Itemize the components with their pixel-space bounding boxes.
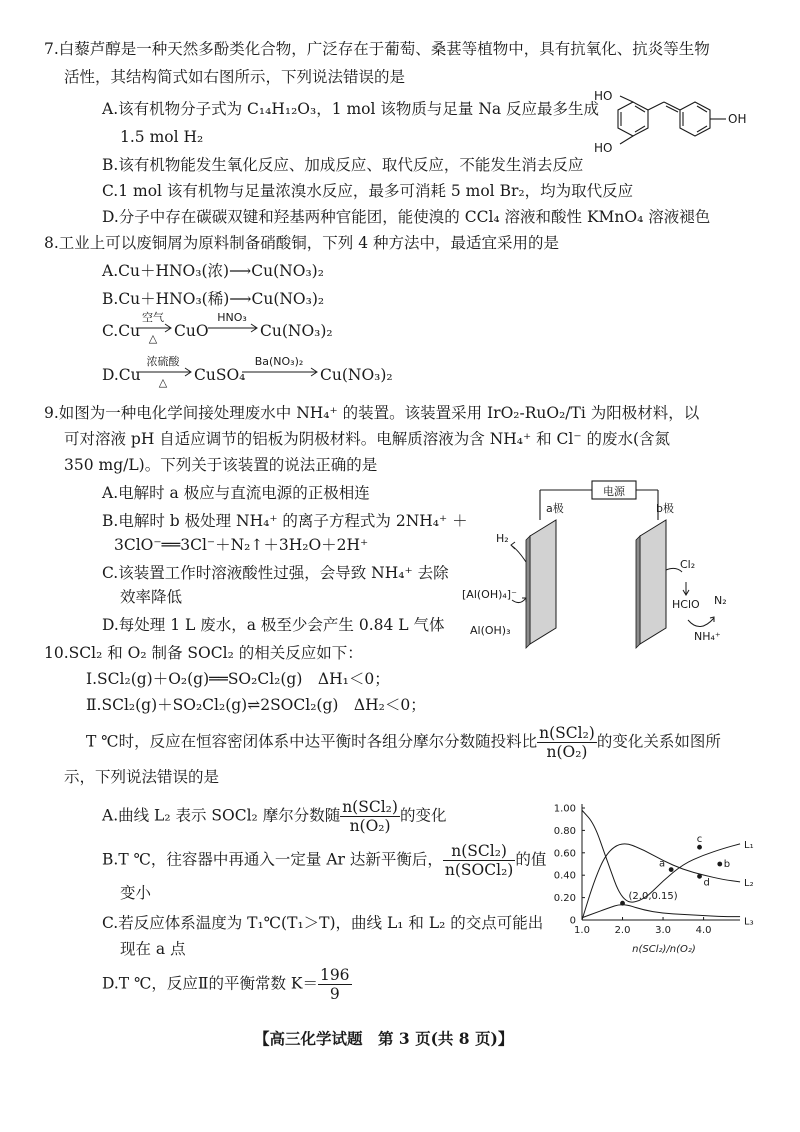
q8-c-cond2-top: HNO₃ <box>217 311 247 324</box>
q8-d-cond1-top: 浓硫酸 <box>146 355 180 368</box>
n2-label: N₂ <box>714 594 727 607</box>
point-label-d: d <box>703 877 710 889</box>
struct-label-ho-top: HO <box>594 89 613 103</box>
q8-option-c-arrow2 <box>206 306 260 346</box>
point-label-b: b <box>723 859 731 870</box>
series-label-2: L₂ <box>744 877 754 889</box>
q10-b-num: n(SCl₂) <box>443 842 515 861</box>
point-(2.0,0.15) <box>620 901 625 906</box>
q10-d-den: 9 <box>329 985 340 1003</box>
q10-option-a <box>102 798 446 835</box>
q10-reaction-2: Ⅱ.SCl₂(g)＋SO₂Cl₂(g)⇌2SOCl₂(g) ΔH₂＜0； <box>86 696 426 714</box>
q8-option-d-arrow2 <box>240 350 320 390</box>
y-tick-label: 0.60 <box>553 848 576 860</box>
q10-b-pre: B.T ℃，往容器中再通入一定量 Ar 达新平衡后， <box>102 850 443 869</box>
point-label-intersection: (2.0,0.15) <box>628 891 678 903</box>
q9-option-b-line1: B.电解时 b 极处理 NH₄⁺ 的离子方程式为 2NH₄⁺ ＋ <box>102 512 468 530</box>
q10-p1-num: n(SCl₂) <box>539 724 595 742</box>
q10-b-post: 的值 <box>515 850 547 869</box>
q8-d-cond2-top: Ba(NO₃)₂ <box>254 355 304 368</box>
q10-a-den: n(O₂) <box>349 817 391 835</box>
q10-p1-den: n(O₂) <box>546 743 588 761</box>
y-tick-label: 0.40 <box>553 870 576 882</box>
q10-b-den: n(SOCl₂) <box>444 861 514 879</box>
q10-d-pre: D.T ℃，反应Ⅱ的平衡常数 K＝ <box>102 974 318 993</box>
series-label-1: L₁ <box>744 839 754 851</box>
y-tick-label: 0.20 <box>553 893 576 905</box>
chart-points <box>620 834 730 905</box>
y-tick-label: 0 <box>569 915 576 927</box>
q9-stem-line1: 9.如图为一种电化学间接处理废水中 NH₄⁺ 的装置。该装置采用 IrO₂-RuO₂/Ti 为阳极材料，以 <box>44 404 700 422</box>
hclo-label: HClO <box>672 598 700 611</box>
q8-option-d-mid: CuSO₄ <box>194 366 246 384</box>
q8-option-a: A.Cu＋HNO₃(浓)⟶Cu(NO₃)₂ <box>102 262 324 280</box>
q10-option-c-line2: 现在 a 点 <box>120 940 186 958</box>
q10-option-b <box>102 842 546 879</box>
q8-c-cond1-top: 空气 <box>142 311 164 324</box>
q9-option-b-line2: 3ClO⁻══3Cl⁻＋N₂↑＋3H₂O＋2H⁺ <box>114 536 369 554</box>
point-label-c: c <box>696 834 703 846</box>
struct-label-ho-bottom: HO <box>594 141 613 155</box>
q10-stem: 10.SCl₂ 和 O₂ 制备 SOCl₂ 的相关反应如下： <box>44 644 363 662</box>
page-footer: 【高三化学试题 第 3 页(共 8 页)】 <box>254 1029 514 1048</box>
chart-ticks <box>554 804 712 937</box>
nh4-label: NH₄⁺ <box>694 630 721 643</box>
q8-option-c-end: Cu(NO₃)₂ <box>260 322 333 340</box>
point-label-a: a <box>659 858 666 870</box>
q10-p1-post: 的变化关系如图所 <box>596 732 721 751</box>
q10-reaction-1: Ⅰ.SCl₂(g)＋O₂(g)══SO₂Cl₂(g) ΔH₁＜0； <box>86 670 390 688</box>
q7-option-d: D.分子中存在碳碳双键和羟基两种官能团，能使溴的 CCl₄ 溶液和酸性 KMnO₄ 溶液褪色 <box>102 208 711 226</box>
resveratrol-structure <box>588 88 768 158</box>
point-d <box>697 874 702 879</box>
q7-option-c: C.1 mol 该有机物与足量浓溴水反应，最多可消耗 5 mol Br₂，均为取代反应 <box>102 182 634 200</box>
x-tick-label: 3.0 <box>655 925 672 936</box>
q8-c-cond1-bottom: △ <box>148 332 158 345</box>
q7-stem-line2: 活性，其结构简式如右图所示，下列说法错误的是 <box>64 68 406 86</box>
x-tick-label: 4.0 <box>695 925 712 936</box>
h2-label: H₂ <box>496 532 509 545</box>
q7-option-a-line1: A.该有机物分子式为 C₁₄H₁₂O₃，1 mol 该物质与足量 Na 反应最多生成 <box>102 100 600 118</box>
electrode-a-label: a极 <box>546 502 564 515</box>
q10-a-num: n(SCl₂) <box>342 798 398 816</box>
q9-stem-line3: 350 mg/L)。下列关于该装置的说法正确的是 <box>64 456 378 474</box>
point-c <box>697 845 702 850</box>
q10-p1-pre: T ℃时，反应在恒容密闭体系中达平衡时各组分摩尔分数随投料比 <box>86 732 538 751</box>
point-a <box>669 867 674 872</box>
x-tick-label: 1.0 <box>574 925 590 936</box>
q10-option-b-line2: 变小 <box>120 884 152 902</box>
series-line-3 <box>582 905 740 918</box>
electrode-b-label: b极 <box>656 502 674 515</box>
q8-option-d-arrow1 <box>134 350 194 390</box>
q8-option-c-start: C.Cu <box>102 322 141 340</box>
q10-paragraph-line2: 示，下列说法错误的是 <box>64 768 220 786</box>
cl2-label: Cl₂ <box>680 558 696 571</box>
point-b <box>717 862 722 867</box>
q10-b-fraction <box>443 842 515 879</box>
q10-a-post: 的变化 <box>399 806 447 825</box>
q9-stem-line2: 可对溶液 pH 自适应调节的铝板为阴极材料。电解质溶液为含 NH₄⁺ 和 Cl⁻ 的废水(含氮 <box>64 430 671 448</box>
q8-stem: 8.工业上可以废铜屑为原料制备硝酸铜，下列 4 种方法中，最适宜采用的是 <box>44 234 560 252</box>
q8-option-d-end: Cu(NO₃)₂ <box>320 366 393 384</box>
q8-option-b: B.Cu＋HNO₃(稀)⟶Cu(NO₃)₂ <box>102 290 325 308</box>
q9-option-d: D.每处理 1 L 废水，a 极至少会产生 0.84 L 气体 <box>102 616 445 634</box>
q7-option-b: B.该有机物能发生氧化反应、加成反应、取代反应，不能发生消去反应 <box>102 156 584 174</box>
aloh4-label: [Al(OH)₄]⁻ <box>462 588 517 601</box>
y-tick-label: 1.00 <box>553 803 576 815</box>
q10-paragraph-line1 <box>86 724 721 761</box>
q10-option-c-line1: C.若反应体系温度为 T₁℃(T₁＞T)，曲线 L₁ 和 L₂ 的交点可能出 <box>102 914 544 932</box>
q9-option-c-line2: 效率降低 <box>120 588 183 606</box>
aloh3-label: Al(OH)₃ <box>470 624 511 637</box>
q8-option-d-start: D.Cu <box>102 366 141 384</box>
q9-option-a: A.电解时 a 极应与直流电源的正极相连 <box>102 484 370 502</box>
q9-option-c-line1: C.该装置工作时溶液酸性过强，会导致 NH₄⁺ 去除 <box>102 564 449 582</box>
q10-option-d <box>102 966 352 1003</box>
power-source-label: 电源 <box>603 485 625 498</box>
q10-d-num: 196 <box>319 966 350 984</box>
q7-stem-line1: 7.白藜芦醇是一种天然多酚类化合物，广泛存在于葡萄、桑葚等植物中，具有抗氧化、抗炎等生物 <box>44 40 710 58</box>
mole-fraction-chart <box>546 796 754 956</box>
series-label-3: L₃ <box>744 916 754 928</box>
y-tick-label: 0.80 <box>553 825 576 837</box>
x-tick-label: 2.0 <box>614 925 631 936</box>
q8-option-c-mid: CuO <box>174 322 209 340</box>
electrolysis-diagram <box>460 478 740 650</box>
q10-p1-fraction <box>537 724 597 761</box>
q10-a-fraction <box>340 798 400 835</box>
q10-d-fraction <box>318 966 352 1003</box>
q8-d-cond1-bottom: △ <box>158 376 168 389</box>
chart-x-axis-label: n(SCl₂)/n(O₂) <box>632 944 696 955</box>
q8-option-c-arrow1 <box>134 306 174 346</box>
q7-option-a-line2: 1.5 mol H₂ <box>120 128 204 146</box>
struct-label-oh-right: OH <box>728 112 747 126</box>
q10-a-pre: A.曲线 L₂ 表示 SOCl₂ 摩尔分数随 <box>102 806 341 825</box>
